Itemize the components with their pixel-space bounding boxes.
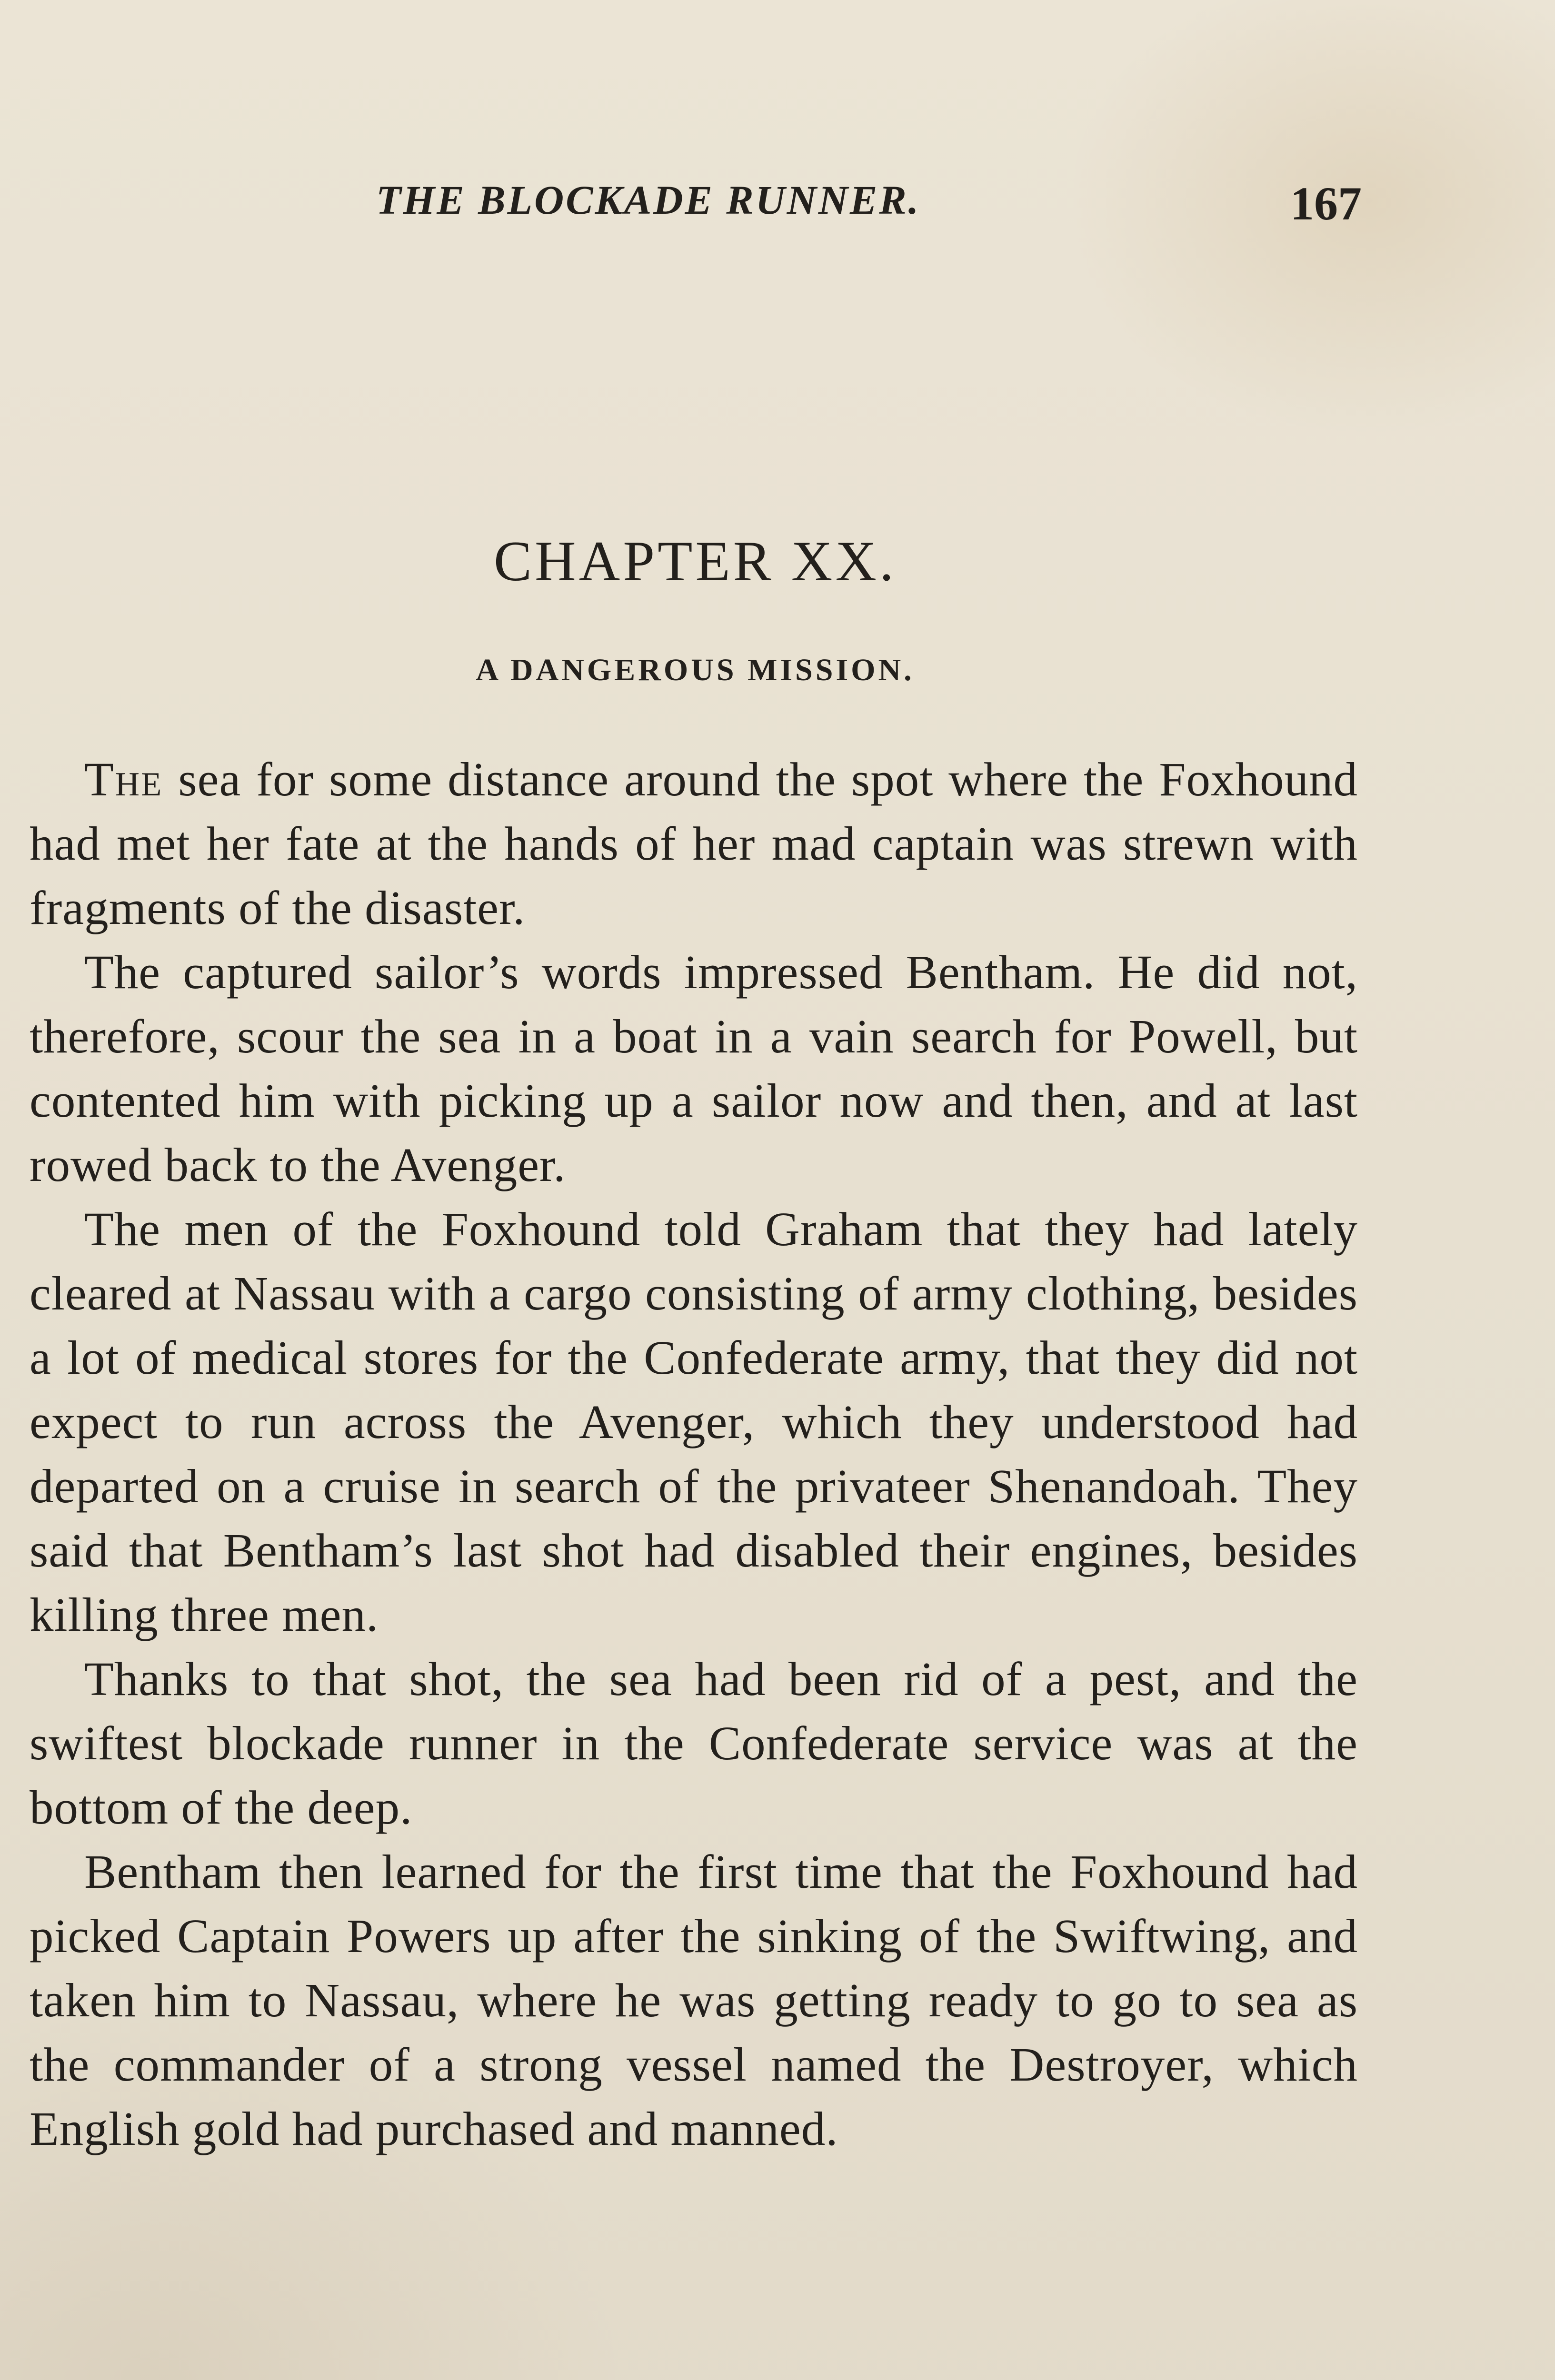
- paragraph: Thanks to that shot, the sea had been rid of a pest, and the swiftest blockade runner in the Confederate service was at the bottom of the deep.: [30, 1652, 1358, 1834]
- page-number: 167: [1290, 177, 1362, 230]
- running-head: [29, 176, 1362, 248]
- paragraph: [30, 747, 1358, 940]
- running-title: THE BLOCKADE RUNNER.: [376, 177, 921, 223]
- paragraph: Bentham then learned for the first time that the Foxhound had picked Captain Powers up after the sinking of the Swiftwing, and taken him to Nassau, where he was getting ready to go to sea as the commander of a strong vessel named the Destroyer, which English gold had purchased and manned.: [30, 1845, 1358, 2155]
- paragraph-lead-word: The: [84, 753, 163, 806]
- chapter-subtitle: A DANGEROUS MISSION.: [476, 653, 915, 687]
- body-text: [30, 747, 1358, 2161]
- paragraph: The men of the Foxhound told Graham that they had lately cleared at Nassau with a cargo consisting of army clothing, besides a lot of medical stores for the Confederate army, that they did not expect to run across the Avenger, which they understood had departed on a cruise in search of the privateer Shenandoah. They said that Bentham’s last shot had disabled their engines, besides killing three men.: [30, 1202, 1358, 1641]
- paragraph: The captured sailor’s words impressed Bentham. He did not, therefore, scour the sea in a boat in a vain search for Powell, but contented him with picking up a sailor now and then, and at last rowed back to the Avenger.: [30, 945, 1358, 1191]
- chapter-title: CHAPTER XX.: [493, 529, 897, 593]
- paragraph-text: sea for some distance around the spot where the Foxhound had met her fate at the hands of her mad captain was strewn with fragments of the disaster.: [30, 753, 1358, 934]
